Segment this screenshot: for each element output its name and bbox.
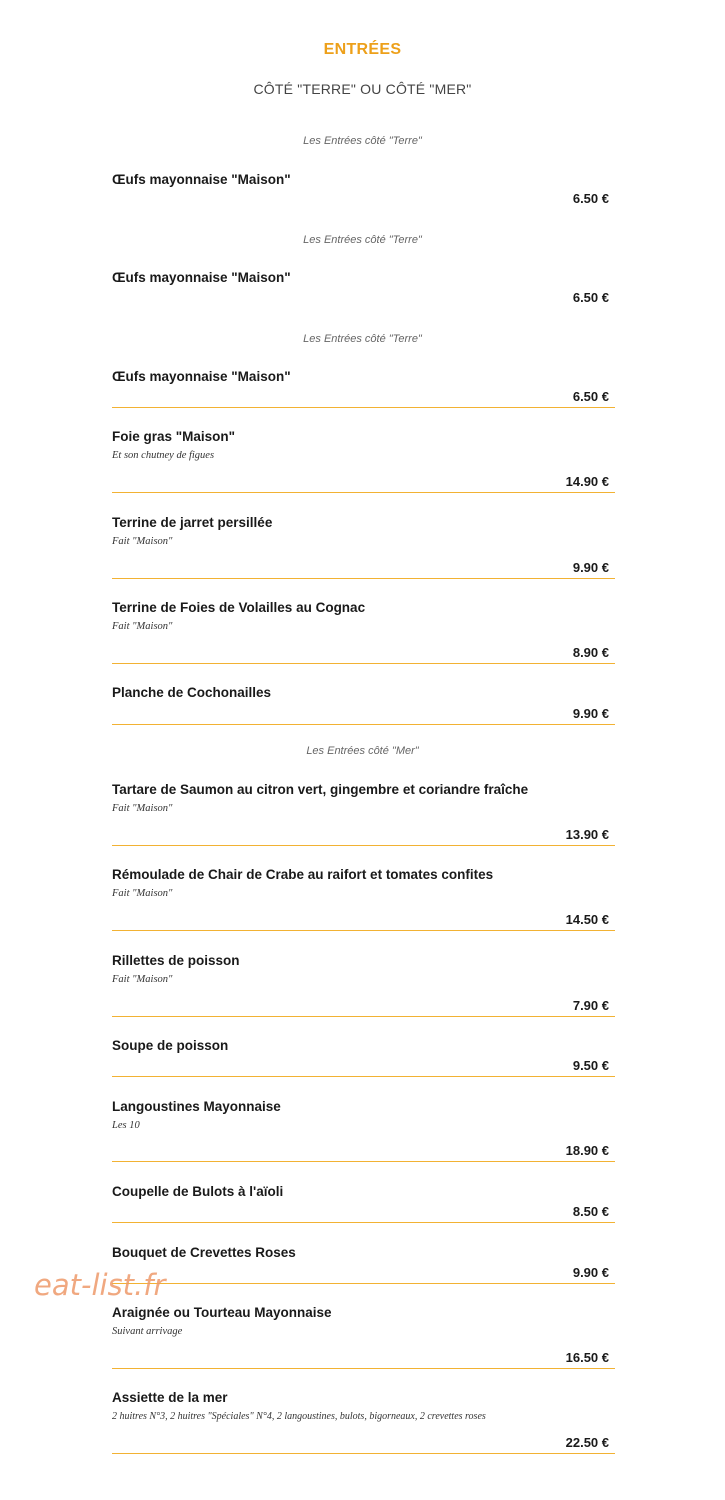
section-heading-terre: Les Entrées côté "Terre" xyxy=(303,234,422,246)
item-price: 8.90 € xyxy=(572,645,609,660)
price-clip-1 xyxy=(0,188,725,203)
divider-rule xyxy=(112,492,615,493)
price-clip-2 xyxy=(0,287,725,302)
item-name: Terrine de Foies de Volailles au Cognac xyxy=(112,600,366,615)
item-price: 7.90 € xyxy=(572,998,609,1013)
item-price: 14.50 € xyxy=(565,912,609,927)
item-name: Rémoulade de Chair de Crabe au raifort et tomates confites xyxy=(112,867,494,882)
item-price: 22.50 € xyxy=(565,1435,609,1450)
item-description: Fait "Maison" xyxy=(112,536,173,547)
item-description: Les 10 xyxy=(112,1120,140,1131)
item-price: 9.50 € xyxy=(572,1058,609,1073)
divider-rule xyxy=(112,1283,615,1284)
item-name: Foie gras "Maison" xyxy=(112,429,236,444)
item-description: Fait "Maison" xyxy=(112,974,173,985)
item-price: 6.50 € xyxy=(572,389,609,404)
item-price: 9.90 € xyxy=(572,1265,609,1280)
item-price: 18.90 € xyxy=(565,1143,609,1158)
divider-rule xyxy=(112,407,615,408)
divider-rule xyxy=(112,1076,615,1077)
divider-rule xyxy=(112,1368,615,1369)
item-name: Bouquet de Crevettes Roses xyxy=(112,1245,296,1260)
divider-rule xyxy=(112,930,615,931)
watermark: eat-list.fr xyxy=(34,1268,166,1302)
item-name: Coupelle de Bulots à l'aïoli xyxy=(112,1184,284,1199)
item-description: 2 huitres N°3, 2 huitres "Spéciales" N°4, 2 langoustines, bulots, bigorneaux, 2 crevettes roses xyxy=(112,1411,486,1422)
item-name: Araignée ou Tourteau Mayonnaise xyxy=(112,1305,332,1320)
section-heading-terre: Les Entrées côté "Terre" xyxy=(303,135,422,147)
item-description: Et son chutney de figues xyxy=(112,450,215,461)
item-name: Assiette de la mer xyxy=(112,1390,228,1405)
item-description: Suivant arrivage xyxy=(112,1326,183,1337)
item-name: Œufs mayonnaise "Maison" xyxy=(112,369,291,384)
item-name: Soupe de poisson xyxy=(112,1038,229,1053)
item-description: Fait "Maison" xyxy=(112,803,173,814)
item-name: Terrine de jarret persillée xyxy=(112,515,273,530)
menu-subtitle: CÔTÉ "TERRE" OU CÔTÉ "MER" xyxy=(253,81,472,97)
divider-rule xyxy=(112,1222,615,1223)
divider-rule xyxy=(112,663,615,664)
divider-rule xyxy=(112,1453,615,1454)
item-description: Fait "Maison" xyxy=(112,621,173,632)
divider-rule xyxy=(112,724,615,725)
item-name: Œufs mayonnaise "Maison" xyxy=(112,270,291,285)
divider-rule xyxy=(112,578,615,579)
item-price: 6.50 € xyxy=(572,191,609,203)
item-price: 6.50 € xyxy=(572,290,609,302)
item-price: 8.50 € xyxy=(572,1204,609,1219)
item-description: Fait "Maison" xyxy=(112,888,173,899)
divider-rule xyxy=(112,1161,615,1162)
item-name: Planche de Cochonailles xyxy=(112,685,272,700)
divider-rule xyxy=(112,845,615,846)
item-price: 9.90 € xyxy=(572,560,609,575)
section-heading-mer: Les Entrées côté "Mer" xyxy=(306,745,419,757)
menu-title: ENTRÉES xyxy=(323,41,402,58)
section-heading-terre: Les Entrées côté "Terre" xyxy=(303,333,422,345)
item-price: 16.50 € xyxy=(565,1350,609,1365)
item-price: 9.90 € xyxy=(572,706,609,721)
item-name: Rillettes de poisson xyxy=(112,953,240,968)
item-price: 13.90 € xyxy=(565,827,609,842)
item-price: 14.90 € xyxy=(565,474,609,489)
item-name: Tartare de Saumon au citron vert, gingembre et coriandre fraîche xyxy=(112,782,529,797)
item-name: Langoustines Mayonnaise xyxy=(112,1099,281,1114)
divider-rule xyxy=(112,1016,615,1017)
item-name: Œufs mayonnaise "Maison" xyxy=(112,172,291,187)
